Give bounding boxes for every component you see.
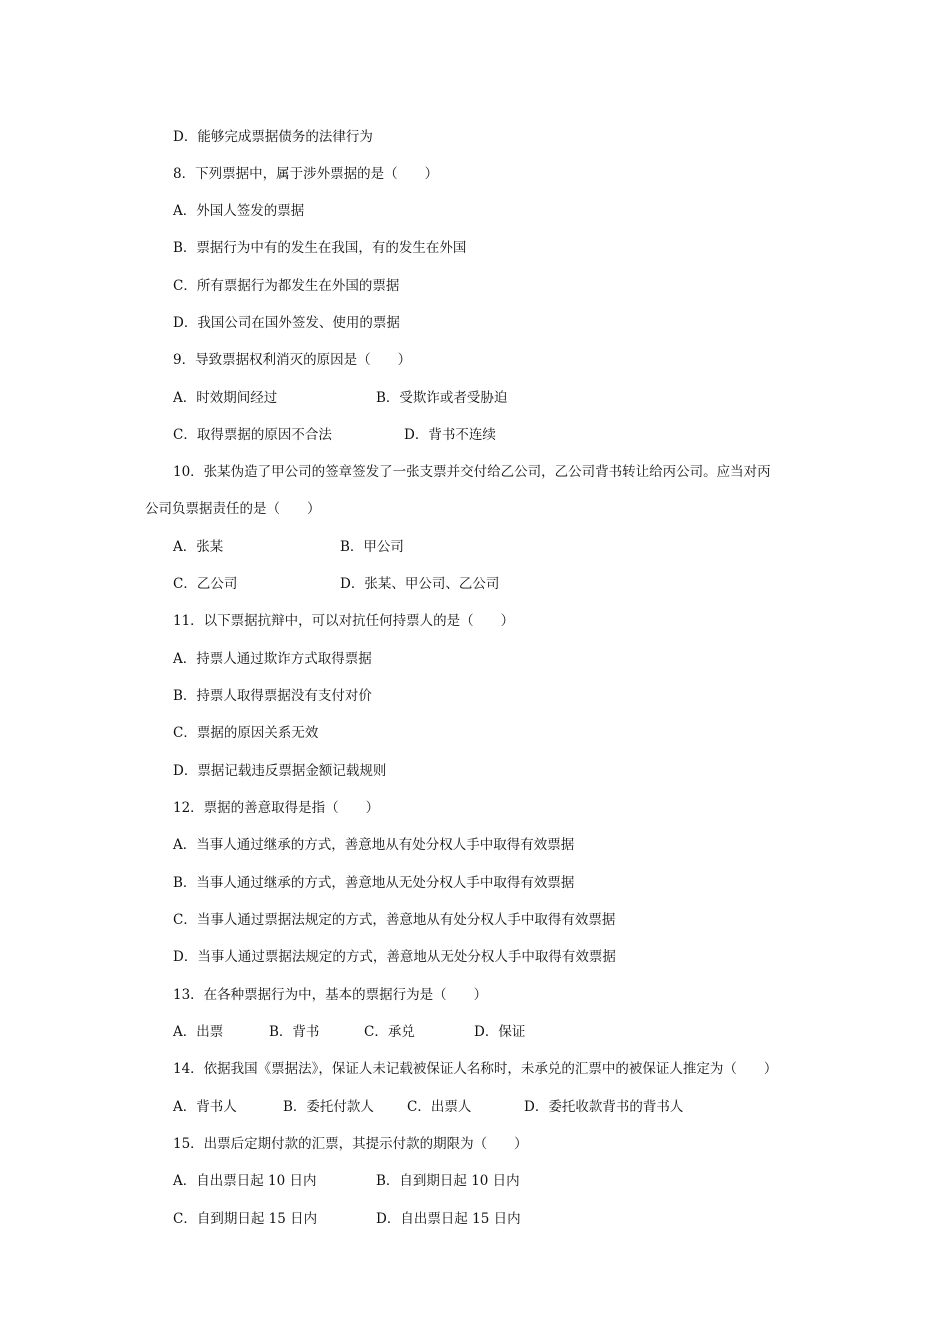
option-text: B．受欺诈或者受胁迫 bbox=[376, 390, 508, 406]
option-line: C．当事人通过票据法规定的方式，善意地从有处分权人手中取得有效票据 bbox=[173, 912, 616, 928]
question-line: 14．依据我国《票据法》，保证人未记载被保证人名称时，未承兑的汇票中的被保证人推定为（ ） bbox=[173, 1061, 778, 1077]
question-line: 12．票据的善意取得是指（ ） bbox=[173, 800, 380, 816]
option-text: D．背书不连续 bbox=[404, 427, 496, 443]
question-line-continued: 公司负票据责任的是（ ） bbox=[145, 501, 321, 517]
option-text: B．委托付款人 bbox=[283, 1099, 374, 1115]
option-text: C．自到期日起 15 日内 bbox=[173, 1211, 318, 1227]
option-line: B．持票人取得票据没有支付对价 bbox=[173, 688, 372, 704]
option-line: D．当事人通过票据法规定的方式，善意地从无处分权人手中取得有效票据 bbox=[173, 949, 616, 965]
question-line: 11．以下票据抗辩中，可以对抗任何持票人的是（ ） bbox=[173, 613, 515, 629]
option-text: D．张某、甲公司、乙公司 bbox=[340, 576, 500, 592]
option-line: B．票据行为中有的发生在我国，有的发生在外国 bbox=[173, 240, 467, 256]
question-line: 15．出票后定期付款的汇票，其提示付款的期限为（ ） bbox=[173, 1136, 528, 1152]
option-text: B．自到期日起 10 日内 bbox=[376, 1173, 520, 1189]
option-line: B．当事人通过继承的方式，善意地从无处分权人手中取得有效票据 bbox=[173, 875, 575, 891]
option-line: C．票据的原因关系无效 bbox=[173, 725, 319, 741]
option-text: A．背书人 bbox=[173, 1099, 237, 1115]
option-line: D．票据记载违反票据金额记载规则 bbox=[173, 763, 387, 779]
option-line: A．当事人通过继承的方式，善意地从有处分权人手中取得有效票据 bbox=[173, 837, 575, 853]
option-text: C．取得票据的原因不合法 bbox=[173, 427, 332, 443]
option-line: A．外国人签发的票据 bbox=[173, 203, 305, 219]
option-text: A．出票 bbox=[173, 1024, 224, 1040]
option-line: D．我国公司在国外签发、使用的票据 bbox=[173, 315, 400, 331]
option-text: B．背书 bbox=[269, 1024, 320, 1040]
option-text: B．甲公司 bbox=[340, 539, 404, 555]
option-text: A．自出票日起 10 日内 bbox=[173, 1173, 317, 1189]
option-text: C．出票人 bbox=[407, 1099, 472, 1115]
option-line: C．所有票据行为都发生在外国的票据 bbox=[173, 278, 400, 294]
question-line: 10．张某伪造了甲公司的签章签发了一张支票并交付给乙公司，乙公司背书转让给丙公司。应当对丙 bbox=[173, 464, 771, 480]
option-line: A．持票人通过欺诈方式取得票据 bbox=[173, 651, 372, 667]
question-line: 8．下列票据中，属于涉外票据的是（ ） bbox=[173, 166, 439, 182]
option-text: D．委托收款背书的背书人 bbox=[524, 1099, 684, 1115]
option-text: A．时效期间经过 bbox=[173, 390, 278, 406]
option-text: C．乙公司 bbox=[173, 576, 238, 592]
option-text: D．保证 bbox=[474, 1024, 526, 1040]
question-line: 9．导致票据权利消灭的原因是（ ） bbox=[173, 352, 412, 368]
option-text: A．张某 bbox=[173, 539, 224, 555]
option-text: D．自出票日起 15 日内 bbox=[376, 1211, 521, 1227]
question-line: 13．在各种票据行为中，基本的票据行为是（ ） bbox=[173, 987, 488, 1003]
option-text: C．承兑 bbox=[364, 1024, 415, 1040]
option-line: D．能够完成票据债务的法律行为 bbox=[173, 129, 373, 145]
